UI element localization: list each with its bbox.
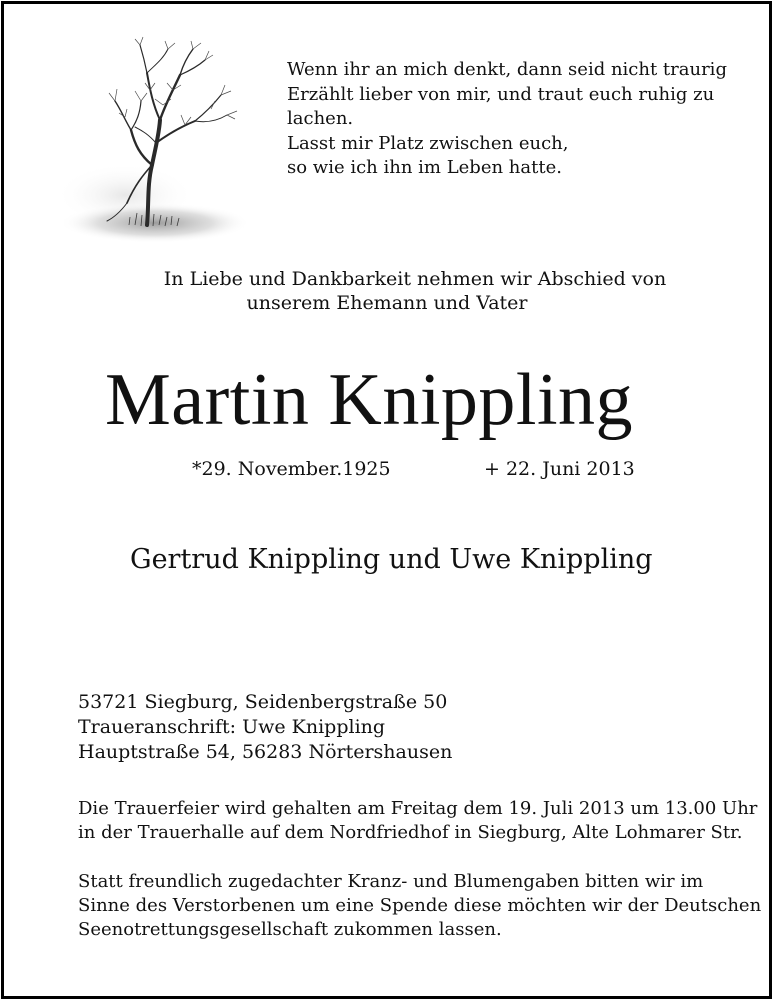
donation-line: Sinne des Verstorbenen um eine Spende diese möchten wir der Deutschen bbox=[78, 895, 762, 916]
death-date: + 22. Juni 2013 bbox=[484, 458, 635, 480]
intro-line-1: In Liebe und Dankbarkeit nehmen wir Abschied von bbox=[163, 268, 667, 290]
ceremony-line: Die Trauerfeier wird gehalten am Freitag dem 19. Juli 2013 um 13.00 Uhr bbox=[78, 798, 758, 819]
donation-line: Statt freundlich zugedachter Kranz- und Blumengaben bitten wir im bbox=[78, 871, 704, 892]
poem-line: Lasst mir Platz zwischen euch, bbox=[287, 132, 569, 154]
address-block bbox=[78, 690, 758, 765]
family-names: Gertrud Knippling und Uwe Knippling bbox=[130, 544, 653, 575]
ceremony-line: in der Trauerhalle auf dem Nordfriedhof in Siegburg, Alte Lohmarer Str. bbox=[78, 822, 743, 843]
poem-line: so wie ich ihn im Leben hatte. bbox=[287, 157, 562, 178]
poem-line: Wenn ihr an mich denkt, dann seid nicht traurig bbox=[287, 59, 727, 80]
donation-block bbox=[78, 870, 762, 942]
bare-tree-icon bbox=[55, 35, 275, 250]
address-line: 53721 Siegburg, Seidenbergstraße 50 bbox=[78, 691, 448, 713]
address-line: Hauptstraße 54, 56283 Nörtershausen bbox=[78, 741, 453, 763]
ceremony-block bbox=[78, 797, 758, 845]
poem bbox=[287, 58, 747, 181]
deceased-name: Martin Knippling bbox=[105, 359, 634, 441]
address-line: Traueranschrift: Uwe Knippling bbox=[78, 716, 386, 738]
poem-line: Erzählt lieber von mir, und traut euch ruhig zu bbox=[287, 83, 715, 105]
poem-line: lachen. bbox=[287, 108, 354, 129]
birth-date: *29. November.1925 bbox=[192, 458, 391, 480]
donation-line: Seenotrettungsgesellschaft zukommen lassen. bbox=[78, 919, 502, 940]
intro-line-2: unserem Ehemann und Vater bbox=[246, 292, 528, 314]
